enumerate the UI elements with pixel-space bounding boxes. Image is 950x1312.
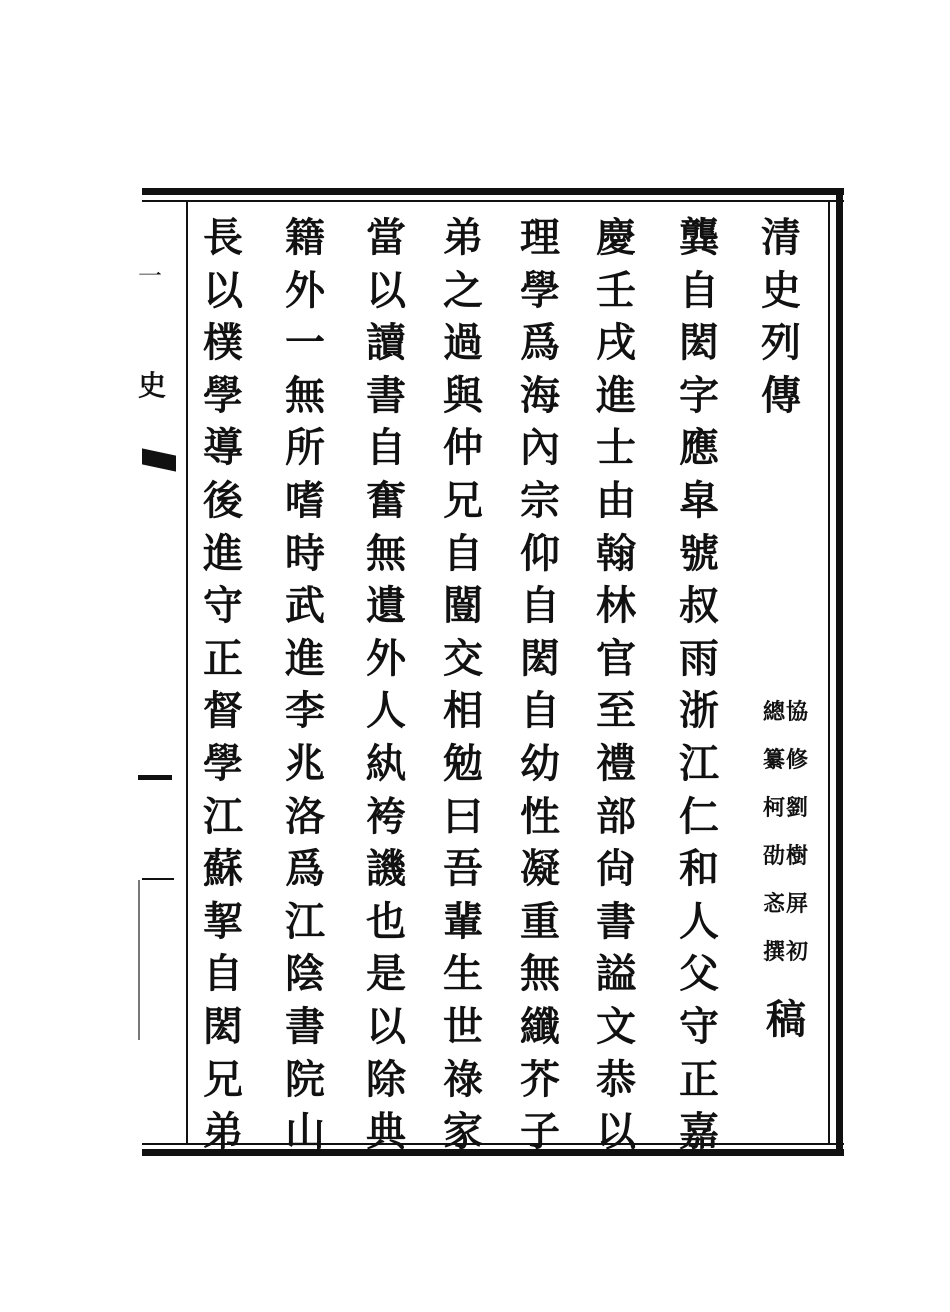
text-char: 外 bbox=[366, 634, 406, 682]
text-char: 守 bbox=[203, 582, 243, 630]
fore-edge-rule bbox=[142, 878, 174, 880]
right-border-thin bbox=[828, 200, 830, 1145]
text-char: 奮 bbox=[366, 476, 406, 524]
text-char: 兄 bbox=[203, 1055, 243, 1103]
text-char: 是 bbox=[366, 950, 406, 998]
text-char: 江 bbox=[679, 739, 719, 787]
text-char: 閎 bbox=[679, 319, 719, 367]
text-char: 士 bbox=[596, 424, 636, 472]
text-char: 當 bbox=[366, 214, 406, 261]
text-char: 無 bbox=[285, 371, 325, 419]
text-char: 洛 bbox=[285, 792, 325, 840]
text-char: 自 bbox=[679, 266, 719, 314]
text-char: 以 bbox=[366, 266, 406, 314]
text-char: 學 bbox=[520, 266, 560, 314]
text-char: 自 bbox=[203, 950, 243, 998]
text-char: 院 bbox=[285, 1055, 325, 1103]
text-column-3 bbox=[509, 212, 571, 1159]
credit-line: 柯劉 bbox=[762, 795, 809, 821]
text-char: 禮 bbox=[596, 739, 636, 787]
text-char: 龔 bbox=[679, 214, 719, 261]
text-column-4 bbox=[432, 212, 494, 1159]
text-char: 江 bbox=[203, 792, 243, 840]
text-char: 無 bbox=[520, 950, 560, 998]
text-char: 無 bbox=[366, 529, 406, 577]
text-char: 武 bbox=[285, 582, 325, 630]
text-char: 自 bbox=[366, 424, 406, 472]
text-char: 所 bbox=[285, 424, 325, 472]
text-char: 籍 bbox=[285, 214, 325, 261]
text-char: 曰 bbox=[443, 792, 483, 840]
title-char: 史 bbox=[761, 266, 801, 314]
text-char: 讀 bbox=[366, 319, 406, 367]
credit-line: 忞屏 bbox=[762, 891, 809, 917]
text-char: 自 bbox=[443, 529, 483, 577]
text-char: 海 bbox=[520, 371, 560, 419]
text-char: 宗 bbox=[520, 476, 560, 524]
text-char: 以 bbox=[366, 1002, 406, 1050]
text-char: 至 bbox=[596, 687, 636, 735]
text-char: 世 bbox=[443, 1002, 483, 1050]
text-char: 正 bbox=[203, 634, 243, 682]
text-char: 山 bbox=[285, 1108, 325, 1156]
text-char: 輩 bbox=[443, 897, 483, 945]
title-char: 列 bbox=[761, 319, 801, 367]
credit-line: 撰初 bbox=[762, 939, 809, 965]
text-char: 李 bbox=[285, 687, 325, 735]
text-char: 雨 bbox=[679, 634, 719, 682]
text-column-6 bbox=[274, 212, 336, 1159]
text-char: 幼 bbox=[520, 739, 560, 787]
text-char: 人 bbox=[366, 687, 406, 735]
text-char: 導 bbox=[203, 424, 243, 472]
text-char: 謚 bbox=[596, 950, 636, 998]
text-char: 應 bbox=[679, 424, 719, 472]
title-char: 傳 bbox=[761, 371, 801, 419]
text-char: 內 bbox=[520, 424, 560, 472]
text-char: 與 bbox=[443, 371, 483, 419]
text-char: 以 bbox=[596, 1108, 636, 1156]
text-char: 和 bbox=[679, 845, 719, 893]
text-char: 除 bbox=[366, 1055, 406, 1103]
text-char: 理 bbox=[520, 214, 560, 261]
text-char: 爲 bbox=[285, 845, 325, 893]
text-char: 遺 bbox=[366, 582, 406, 630]
text-char: 閎 bbox=[203, 1002, 243, 1050]
text-char: 部 bbox=[596, 792, 636, 840]
text-char: 外 bbox=[285, 266, 325, 314]
text-char: 書 bbox=[596, 897, 636, 945]
text-char: 性 bbox=[520, 792, 560, 840]
title-char: 清 bbox=[761, 214, 801, 261]
credit-line: 總協 bbox=[762, 699, 809, 725]
text-char: 戌 bbox=[596, 319, 636, 367]
text-char: 時 bbox=[285, 529, 325, 577]
text-char: 仁 bbox=[679, 792, 719, 840]
text-char: 弟 bbox=[203, 1108, 243, 1156]
text-char: 凝 bbox=[520, 845, 560, 893]
text-char: 號 bbox=[679, 529, 719, 577]
text-char: 嘉 bbox=[679, 1108, 719, 1156]
credit-line: 劭樹 bbox=[762, 843, 809, 869]
text-char: 恭 bbox=[596, 1055, 636, 1103]
text-char: 也 bbox=[366, 897, 406, 945]
credit-draft-char: 稿 bbox=[766, 996, 806, 1043]
text-char: 過 bbox=[443, 319, 483, 367]
text-char: 生 bbox=[443, 950, 483, 998]
text-char: 蘇 bbox=[203, 845, 243, 893]
fore-edge-page-number bbox=[138, 775, 172, 780]
top-border-thick bbox=[142, 188, 844, 195]
text-char: 守 bbox=[679, 1002, 719, 1050]
text-char: 祿 bbox=[443, 1055, 483, 1103]
text-char: 自 bbox=[520, 687, 560, 735]
text-char: 兆 bbox=[285, 739, 325, 787]
text-char: 進 bbox=[596, 371, 636, 419]
text-char: 相 bbox=[443, 687, 483, 735]
text-char: 一 bbox=[285, 319, 325, 367]
text-char: 重 bbox=[520, 897, 560, 945]
compiler-credits bbox=[756, 688, 816, 976]
text-char: 進 bbox=[203, 529, 243, 577]
text-char: 由 bbox=[596, 476, 636, 524]
fore-edge-title: 史 bbox=[138, 369, 167, 402]
text-char: 學 bbox=[203, 371, 243, 419]
text-char: 浙 bbox=[679, 687, 719, 735]
fore-edge-mark: 一 bbox=[138, 262, 162, 290]
text-char: 爲 bbox=[520, 319, 560, 367]
text-char: 正 bbox=[679, 1055, 719, 1103]
fore-edge-fishtail bbox=[142, 448, 176, 471]
text-char: 挈 bbox=[203, 897, 243, 945]
left-border bbox=[186, 202, 188, 1143]
text-char: 壬 bbox=[596, 266, 636, 314]
text-column-7 bbox=[192, 212, 254, 1159]
text-char: 仲 bbox=[443, 424, 483, 472]
text-char: 勉 bbox=[443, 739, 483, 787]
text-char: 叔 bbox=[679, 582, 719, 630]
credit-line: 纂修 bbox=[762, 747, 809, 773]
text-column-1 bbox=[668, 212, 730, 1159]
text-char: 文 bbox=[596, 1002, 636, 1050]
text-char: 尙 bbox=[596, 845, 636, 893]
text-char: 以 bbox=[203, 266, 243, 314]
text-char: 兄 bbox=[443, 476, 483, 524]
text-char: 閎 bbox=[520, 634, 560, 682]
top-border-thin bbox=[142, 200, 844, 202]
text-char: 譏 bbox=[366, 845, 406, 893]
text-char: 樸 bbox=[203, 319, 243, 367]
right-border-thick bbox=[836, 188, 843, 1156]
text-char: 之 bbox=[443, 266, 483, 314]
text-char: 芥 bbox=[520, 1055, 560, 1103]
text-char: 纖 bbox=[520, 1002, 560, 1050]
text-char: 皐 bbox=[679, 476, 719, 524]
text-char: 袴 bbox=[366, 792, 406, 840]
text-char: 交 bbox=[443, 634, 483, 682]
text-char: 江 bbox=[285, 897, 325, 945]
text-char: 典 bbox=[366, 1108, 406, 1156]
text-char: 闓 bbox=[443, 582, 483, 630]
text-char: 父 bbox=[679, 950, 719, 998]
text-char: 書 bbox=[285, 1002, 325, 1050]
text-char: 官 bbox=[596, 634, 636, 682]
text-char: 督 bbox=[203, 687, 243, 735]
text-char: 長 bbox=[203, 214, 243, 261]
text-column-5 bbox=[355, 212, 417, 1159]
text-char: 字 bbox=[679, 371, 719, 419]
text-char: 吾 bbox=[443, 845, 483, 893]
text-char: 紈 bbox=[366, 739, 406, 787]
text-char: 仰 bbox=[520, 529, 560, 577]
text-char: 自 bbox=[520, 582, 560, 630]
text-char: 進 bbox=[285, 634, 325, 682]
text-char: 學 bbox=[203, 739, 243, 787]
text-char: 書 bbox=[366, 371, 406, 419]
text-char: 林 bbox=[596, 582, 636, 630]
text-char: 子 bbox=[520, 1108, 560, 1156]
text-char: 慶 bbox=[596, 214, 636, 261]
text-column-2 bbox=[585, 212, 647, 1159]
title-column bbox=[750, 212, 812, 422]
text-char: 陰 bbox=[285, 950, 325, 998]
text-char: 人 bbox=[679, 897, 719, 945]
text-char: 弟 bbox=[443, 214, 483, 261]
text-char: 嗜 bbox=[285, 476, 325, 524]
text-char: 翰 bbox=[596, 529, 636, 577]
fore-edge-vertical-rule bbox=[138, 880, 140, 1040]
text-char: 後 bbox=[203, 476, 243, 524]
text-char: 家 bbox=[443, 1108, 483, 1156]
